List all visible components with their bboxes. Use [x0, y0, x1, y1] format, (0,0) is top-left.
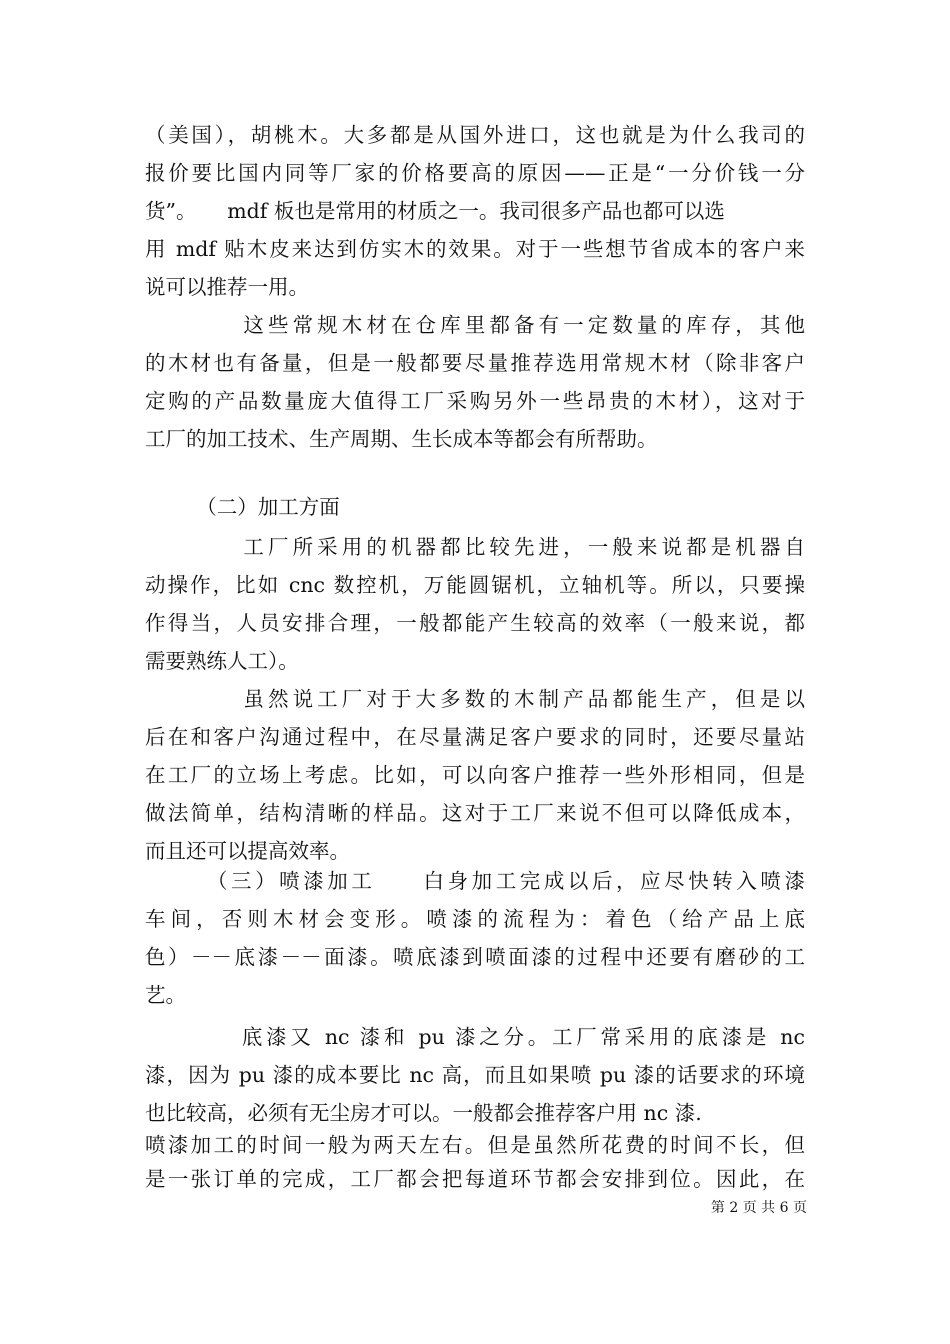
text-line: 需要熟练人工）。 — [145, 649, 299, 673]
text-line: 是一张订单的完成，工厂都会把每道环节都会安排到位。因此，在 — [145, 1167, 805, 1191]
section-heading: （二）加工方面 — [145, 495, 340, 519]
section-heading: （三）喷漆加工 白身加工完成以后，应尽快转入喷漆 — [145, 869, 805, 893]
text-line: 作得当，人员安排合理，一般都能产生较高的效率（一般来说，都 — [145, 611, 805, 635]
text-line: 车间，否则木材会变形。喷漆的流程为：着色（给产品上底 — [145, 907, 805, 931]
text-line: 工厂的加工技术、生产周期、生长成本等都会有所帮助。 — [145, 427, 658, 451]
text-line: 工厂所采用的机器都比较先进，一般来说都是机器自 — [145, 535, 805, 559]
text-line: 在工厂的立场上考虑。比如，可以向客户推荐一些外形相同，但是 — [145, 763, 805, 787]
text-line: 也比较高，必须有无尘房才可以。一般都会推荐客户用 nc 漆. — [145, 1101, 702, 1125]
text-line: 做法简单，结构清晰的样品。这对于工厂来说不但可以降低成本， — [145, 801, 805, 825]
text-line: 色）－－底漆－－面漆。喷底漆到喷面漆的过程中还要有磨砂的工 — [145, 945, 805, 969]
text-line: 漆，因为 pu 漆的成本要比 nc 高，而且如果喷 pu 漆的话要求的环境 — [145, 1063, 805, 1087]
text-line: 这些常规木材在仓库里都备有一定数量的库存，其他 — [145, 313, 805, 337]
text-line: 用 mdf 贴木皮来达到仿实木的效果。对于一些想节省成本的客户来 — [145, 237, 805, 261]
text-line: 艺。 — [145, 983, 186, 1007]
text-line: 的木材也有备量，但是一般都要尽量推荐选用常规木材（除非客户 — [145, 351, 805, 375]
text-line: 而且还可以提高效率。 — [145, 839, 350, 863]
text-line: （美国），胡桃木。大多都是从国外进口，这也就是为什么我司的 — [145, 123, 805, 147]
text-line: 虽然说工厂对于大多数的木制产品都能生产，但是以 — [145, 687, 805, 711]
text-line: 喷漆加工的时间一般为两天左右。但是虽然所花费的时间不长，但 — [145, 1133, 805, 1157]
text-line: 动操作，比如 cnc 数控机，万能圆锯机，立轴机等。所以，只要操 — [145, 573, 805, 597]
text-line: 报价要比国内同等厂家的价格要高的原因——正是“一分价钱一分 — [145, 161, 805, 185]
text-line: 底漆又 nc 漆和 pu 漆之分。工厂常采用的底漆是 nc — [145, 1025, 805, 1049]
text-line: 定购的产品数量庞大值得工厂采购另外一些昂贵的木材），这对于 — [145, 389, 805, 413]
text-line: 货”。 mdf 板也是常用的材质之一。我司很多产品也都可以选 — [145, 199, 725, 223]
text-line: 后在和客户沟通过程中，在尽量满足客户要求的同时，还要尽量站 — [145, 725, 805, 749]
text-line: 说可以推荐一用。 — [145, 275, 309, 299]
page-number: 第 2 页 共 6 页 — [710, 1200, 807, 1216]
